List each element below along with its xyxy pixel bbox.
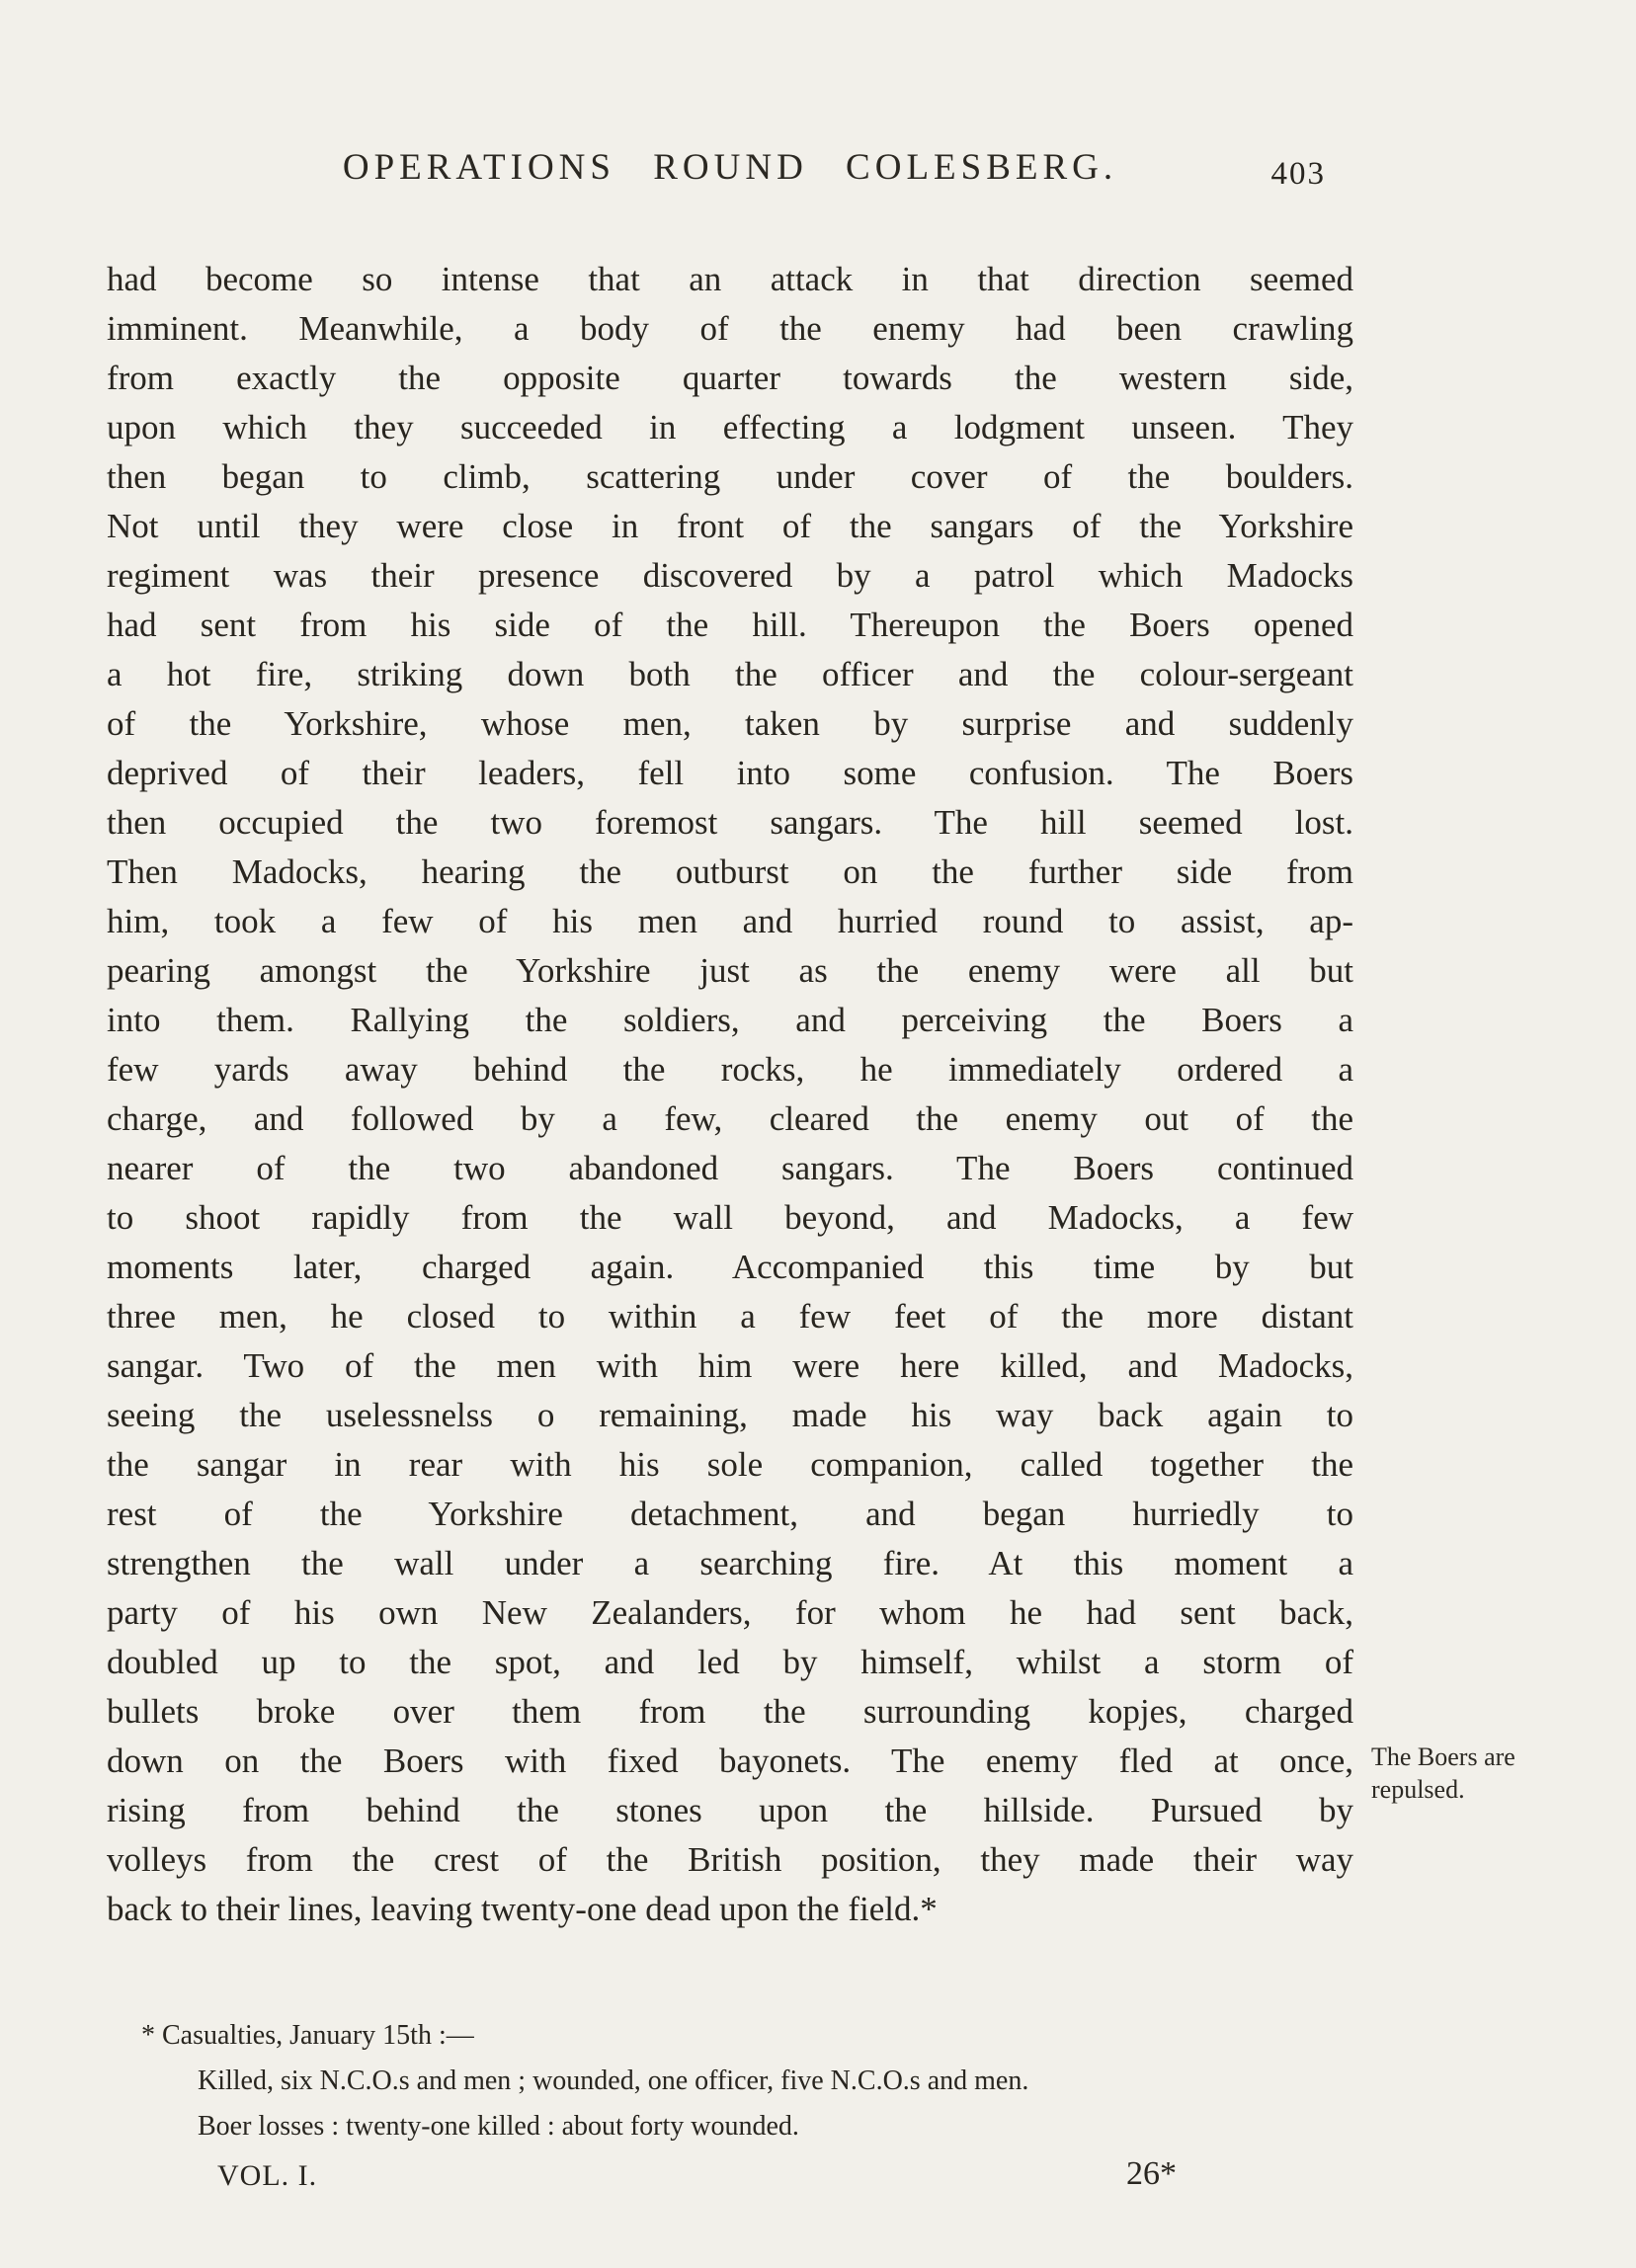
body-line: moments later, charged again. Accompanied this time by but: [107, 1248, 1353, 1286]
body-line: had become so intense that an attack in that direction seemed: [107, 260, 1353, 298]
body-text: [107, 255, 1353, 1934]
body-line: down on the Boers with fixed bayonets. The enemy fled at once,: [107, 1742, 1353, 1780]
signature-mark: 26*: [1126, 2155, 1177, 2192]
body-line: the sangar in rear with his sole companion, called together the: [107, 1445, 1353, 1484]
body-line: Not until they were close in front of the sangars of the Yorkshire: [107, 507, 1353, 545]
margin-note: The Boers are repulsed.: [1371, 1742, 1515, 1804]
footnote-boer-losses: Boer losses : twenty-one killed : about forty wounded.: [198, 2111, 799, 2142]
footnote-casualties-heading: * Casualties, January 15th :—: [141, 2020, 474, 2051]
page-footer: [107, 2155, 1353, 2201]
body-line: Then Madocks, hearing the outburst on the further side from: [107, 852, 1353, 891]
body-line: bullets broke over them from the surrounding kopjes, charged: [107, 1692, 1353, 1731]
body-line: volleys from the crest of the British position, they made their way: [107, 1840, 1353, 1879]
body-line: seeing the uselessnelss o remaining, made his way back again to: [107, 1396, 1353, 1434]
body-line: upon which they succeeded in effecting a lodgment unseen. They: [107, 408, 1353, 446]
page-title: OPERATIONS ROUND COLESBERG.: [342, 147, 1118, 188]
body-line: sangar. Two of the men with him were here killed, and Madocks,: [107, 1346, 1353, 1385]
body-line: him, took a few of his men and hurried round to assist, ap-: [107, 902, 1353, 940]
body-line: from exactly the opposite quarter towards the western side,: [107, 359, 1353, 397]
body-line: nearer of the two abandoned sangars. The Boers continued: [107, 1149, 1353, 1187]
body-line: few yards away behind the rocks, he immediately ordered a: [107, 1050, 1353, 1089]
body-line: pearing amongst the Yorkshire just as the enemy were all but: [107, 951, 1353, 990]
body-line: back to their lines, leaving twenty-one dead upon the field.*: [107, 1890, 938, 1928]
body-line: into them. Rallying the soldiers, and perceiving the Boers a: [107, 1001, 1353, 1039]
body-line: rising from behind the stones upon the hillside. Pursued by: [107, 1791, 1353, 1829]
body-line: doubled up to the spot, and led by himself, whilst a storm of: [107, 1643, 1353, 1681]
body-line: regiment was their presence discovered by a patrol which Madocks: [107, 556, 1353, 595]
body-line: strengthen the wall under a searching fire. At this moment a: [107, 1544, 1353, 1582]
body-line: then occupied the two foremost sangars. The hill seemed lost.: [107, 803, 1353, 842]
body-line: charge, and followed by a few, cleared the enemy out of the: [107, 1099, 1353, 1138]
footnote: [107, 2013, 1353, 2149]
body-line: rest of the Yorkshire detachment, and began hurriedly to: [107, 1495, 1353, 1533]
body-line: party of his own New Zealanders, for whom he had sent back,: [107, 1593, 1353, 1632]
body-line: deprived of their leaders, fell into some confusion. The Boers: [107, 754, 1353, 792]
body-line: then began to climb, scattering under cover of the boulders.: [107, 457, 1353, 496]
body-line: had sent from his side of the hill. Thereupon the Boers opened: [107, 606, 1353, 644]
volume-label: VOL. I.: [217, 2159, 318, 2192]
page-header: [107, 146, 1353, 203]
page-number: 403: [1270, 156, 1326, 192]
footnote-killed-wounded: Killed, six N.C.O.s and men ; wounded, one officer, five N.C.O.s and men.: [198, 2066, 1029, 2096]
body-line: imminent. Meanwhile, a body of the enemy had been crawling: [107, 309, 1353, 348]
body-line: a hot fire, striking down both the officer and the colour-sergeant: [107, 655, 1353, 693]
text-block: [107, 146, 1353, 2201]
body-line: to shoot rapidly from the wall beyond, and Madocks, a few: [107, 1198, 1353, 1237]
body-line: of the Yorkshire, whose men, taken by surprise and suddenly: [107, 704, 1353, 743]
body-line: three men, he closed to within a few feet of the more distant: [107, 1297, 1353, 1336]
